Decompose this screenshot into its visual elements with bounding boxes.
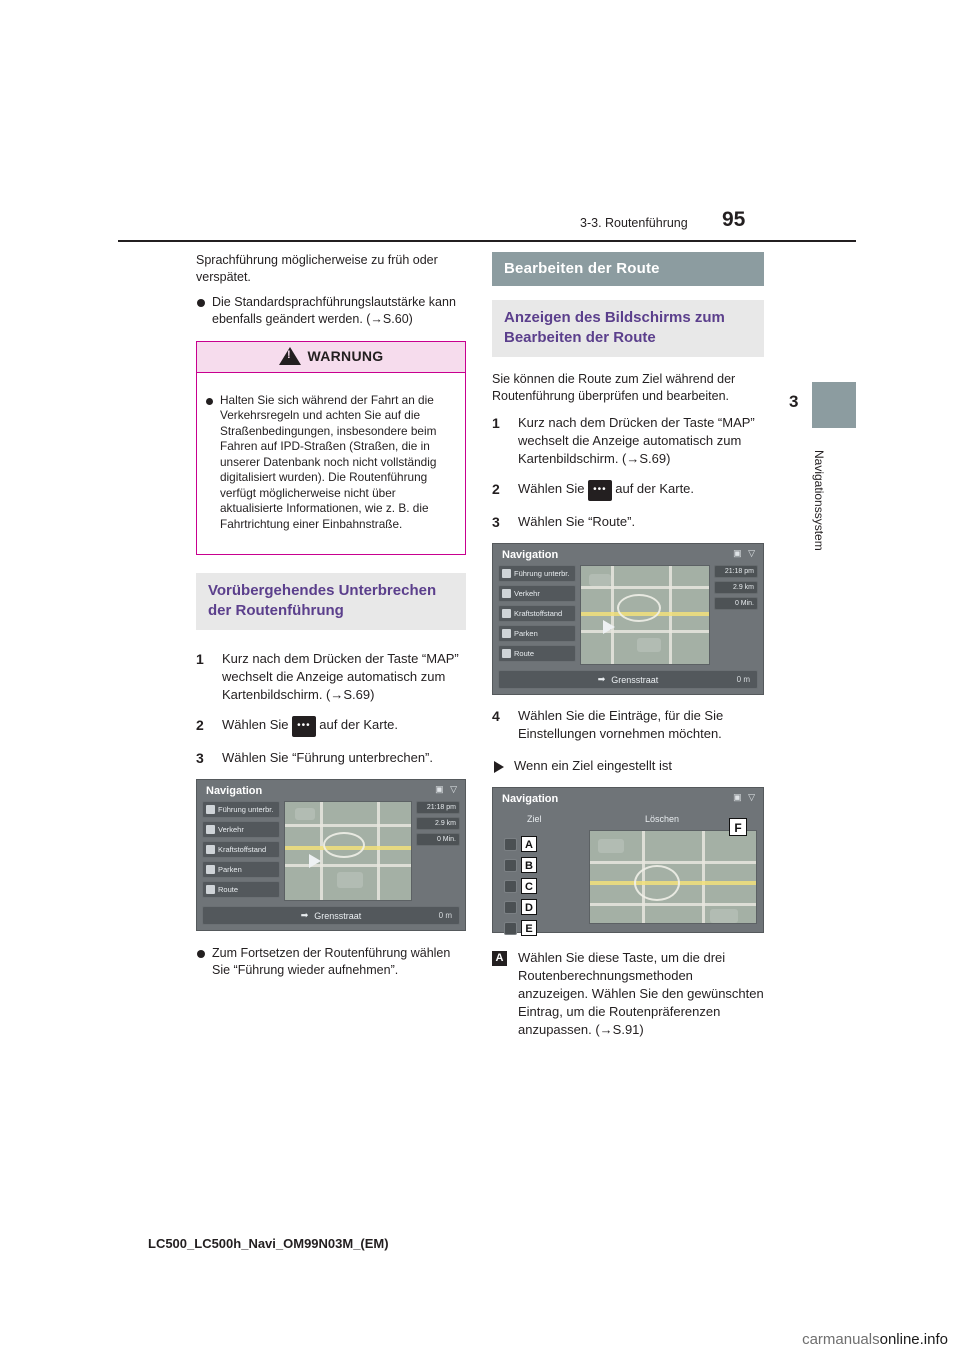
guidance-icon [502, 569, 511, 578]
nav-screenshot-route-edit [492, 787, 764, 933]
nav-btn-label: Route [514, 649, 535, 658]
nav-btn-parking[interactable] [202, 861, 280, 878]
chapter-label: Navigationssystem [812, 450, 826, 551]
nav-btn-parking[interactable] [498, 625, 576, 642]
route-edit-row [504, 878, 537, 894]
right-step-1-number: 1 [492, 415, 500, 431]
left-step-3 [196, 749, 466, 767]
left-step-2-post: auf der Karte. [319, 717, 399, 733]
nav-street-bar-right [498, 670, 758, 689]
header-rule [118, 240, 856, 242]
nav-map-left[interactable] [284, 801, 412, 901]
warning-body [197, 373, 465, 554]
route-edit-row [504, 857, 537, 873]
right-heading-dark: Bearbeiten der Route [492, 252, 764, 286]
left-step-2 [196, 716, 466, 737]
route-edit-row [504, 836, 537, 852]
fuel-icon [502, 609, 511, 618]
route-edit-col-loeschen: Löschen [645, 814, 680, 824]
right-step-4-text: Wählen Sie die Einträge, für die Sie Einstellungen vornehmen möchten. [518, 708, 724, 741]
overview-icon[interactable] [504, 901, 517, 914]
watermark-bold: online.info [879, 1331, 948, 1348]
nav-btn-label: Verkehr [218, 825, 244, 835]
right-step-4 [492, 707, 764, 743]
nav-btn-guidance-pause[interactable] [202, 801, 280, 818]
right-step-4-number: 4 [492, 708, 500, 724]
watermark [802, 1331, 948, 1348]
callout-a-text: Wählen Sie diese Taste, um die drei Routenberechnungsmethoden anzuzeigen. Wählen Sie den gewünschten Eintrag, um die Routenpräferenzen anzupassen. (→S.91) [518, 950, 764, 1037]
left-section-heading: Vorübergehendes Unterbrechen der Routenführung [196, 573, 466, 630]
right-step-2-pre: Wählen Sie [518, 481, 585, 496]
route-pref-icon[interactable] [504, 838, 517, 851]
traffic-icon [502, 589, 511, 598]
right-step-1-text: Kurz nach dem Drücken der Taste “MAP” wechselt die Anzeige automatisch zum Kartenbildschirm. (→S.69) [518, 415, 755, 466]
nav-info-distance: 2.9 km [416, 817, 460, 830]
nav-title-route-edit: Navigation [502, 793, 559, 805]
left-step-3-text: Wählen Sie “Führung unterbrechen”. [222, 750, 434, 766]
callout-b: B [521, 857, 537, 873]
left-step-2-number: 2 [196, 717, 204, 734]
chapter-tab [812, 382, 856, 428]
callout-e: E [521, 920, 537, 936]
warning-header [197, 342, 465, 373]
right-arrow-heading: Wenn ein Ziel eingestellt ist [492, 757, 764, 775]
nav-status-icons-route-edit: ▣ ▽ [733, 792, 757, 802]
chapter-number: 3 [789, 392, 799, 411]
nav-title-left: Navigation [206, 785, 263, 798]
nav-btn-fuel[interactable] [498, 605, 576, 622]
traffic-icon [206, 825, 215, 834]
nav-info-duration: 0 Min. [416, 833, 460, 846]
nav-street-name: Grensstraat [611, 674, 659, 685]
left-step-1-number: 1 [196, 651, 204, 668]
left-step-1-text: Kurz nach dem Drücken der Taste “MAP” wechselt die Anzeige automatisch zum Kartenbildschirm. (→S.69) [222, 651, 459, 703]
nav-btn-route[interactable] [202, 881, 280, 898]
right-step-2 [492, 480, 764, 501]
nav-scale-left: 0 m [438, 911, 452, 921]
nav-inner-right [493, 565, 763, 670]
nav-map-right[interactable] [580, 565, 710, 665]
parking-icon [502, 629, 511, 638]
right-intro: Sie können die Route zum Ziel während der Routenführung überprüfen und bearbeiten. [492, 372, 736, 403]
right-step-1 [492, 414, 764, 468]
nav-scale-right: 0 m [736, 675, 750, 684]
waypoint-icon[interactable] [504, 880, 517, 893]
page-number: 95 [722, 208, 746, 231]
nav-info-time: 21:18 pm [416, 801, 460, 814]
intro-paragraph: Sprachführung möglicherweise zu früh oder verspätet. [196, 253, 438, 284]
nav-street-arrow-icon: ➡ [597, 674, 606, 684]
right-step-3-text: Wählen Sie “Route”. [518, 514, 636, 529]
parking-icon [206, 865, 215, 874]
nav-btn-traffic[interactable] [498, 585, 576, 602]
nav-btn-label: Parken [218, 865, 242, 875]
nav-info-time: 21:18 pm [714, 565, 758, 578]
nav-status-icons-left: ▣ ▽ [435, 784, 459, 795]
more-dots-icon: ••• [292, 716, 316, 737]
route-edit-map[interactable] [589, 830, 757, 924]
left-step-2-pre: Wählen Sie [222, 717, 289, 733]
guidance-icon [206, 805, 215, 814]
route-edit-row [504, 899, 537, 915]
nav-screenshot-right [492, 543, 764, 695]
left-closing-bullet: Zum Fortsetzen der Routenführung wählen Sie “Führung wieder aufnehmen”. [196, 945, 466, 978]
nav-btn-label: Kraftstoffstand [514, 609, 563, 618]
nav-street-name: Grensstraat [314, 910, 362, 921]
right-heading-light: Anzeigen des Bildschirms zum Bearbeiten der Route [492, 300, 764, 357]
nav-btn-label: Führung unterbr. [514, 569, 570, 578]
warning-box [196, 341, 466, 555]
left-step-2-text [222, 716, 466, 737]
nav-screenshot-left [196, 779, 466, 931]
left-bullet-1: Die Standardsprachführungslautstärke kann ebenfalls geändert werden. (→S.60) [196, 294, 466, 327]
right-step-2-post: auf der Karte. [615, 481, 695, 496]
nav-btn-traffic[interactable] [202, 821, 280, 838]
callout-a: A [521, 836, 537, 852]
nav-inner-left [197, 801, 465, 906]
left-step-1 [196, 650, 466, 704]
nav-btn-route[interactable] [498, 645, 576, 662]
warning-triangle-icon [279, 347, 301, 365]
nav-btn-label: Route [218, 885, 239, 895]
nav-btn-guidance-pause[interactable] [498, 565, 576, 582]
right-step-3-number: 3 [492, 514, 500, 530]
callout-f: F [729, 818, 747, 836]
nav-btn-label: Verkehr [514, 589, 540, 598]
document-code: LC500_LC500h_Navi_OM99N03M_(EM) [148, 1236, 389, 1251]
info-icon[interactable] [504, 922, 517, 935]
callout-a-badge: A [492, 951, 507, 966]
route-icon [206, 885, 215, 894]
nav-btn-label: Parken [514, 629, 538, 638]
nav-info-panel-right [714, 565, 758, 665]
nav-info-duration: 0 Min. [714, 597, 758, 610]
nav-btn-label: Kraftstoffstand [218, 845, 267, 855]
right-step-2-number: 2 [492, 481, 500, 497]
warning-title: WARNUNG [307, 348, 384, 364]
callout-a-note [492, 949, 764, 1039]
detour-icon[interactable] [504, 859, 517, 872]
nav-menu-right [498, 565, 576, 665]
left-step-3-number: 3 [196, 750, 204, 767]
right-column [492, 252, 764, 1039]
route-edit-letter-list [504, 836, 537, 941]
nav-menu-left [202, 801, 280, 901]
nav-title-right: Navigation [502, 549, 559, 561]
nav-street-arrow-icon: ➡ [300, 910, 309, 921]
warning-item: Halten Sie sich während der Fahrt an die Verkehrsregeln und achten Sie auf die Straßenbedingungen, insbesondere beim Fahren auf IPD-Straßen (Straßen, die in unserer Datenbank noch nicht vollständig digitalisiert wurden). Die Routenführung verfügt möglicherweise nicht über aktualisierte Informationen, wie z. B. die Fahrtrichtung einer Einbahnstraße. [206, 393, 456, 533]
right-step-3 [492, 513, 764, 531]
route-edit-row [504, 920, 537, 936]
more-dots-icon: ••• [588, 480, 612, 501]
nav-btn-fuel[interactable] [202, 841, 280, 858]
nav-status-icons-right: ▣ ▽ [733, 548, 757, 558]
nav-info-distance: 2.9 km [714, 581, 758, 594]
right-step-2-text [518, 480, 764, 501]
callout-c: C [521, 878, 537, 894]
section-title: 3-3. Routenführung [580, 216, 688, 230]
route-edit-col-ziel: Ziel [527, 814, 542, 824]
watermark-light: carmanuals [802, 1331, 880, 1348]
route-icon [502, 649, 511, 658]
nav-btn-label: Führung unterbr. [218, 805, 274, 815]
fuel-icon [206, 845, 215, 854]
left-column [196, 252, 466, 978]
nav-info-panel-left [416, 801, 460, 901]
callout-d: D [521, 899, 537, 915]
nav-street-bar-left [202, 906, 460, 925]
